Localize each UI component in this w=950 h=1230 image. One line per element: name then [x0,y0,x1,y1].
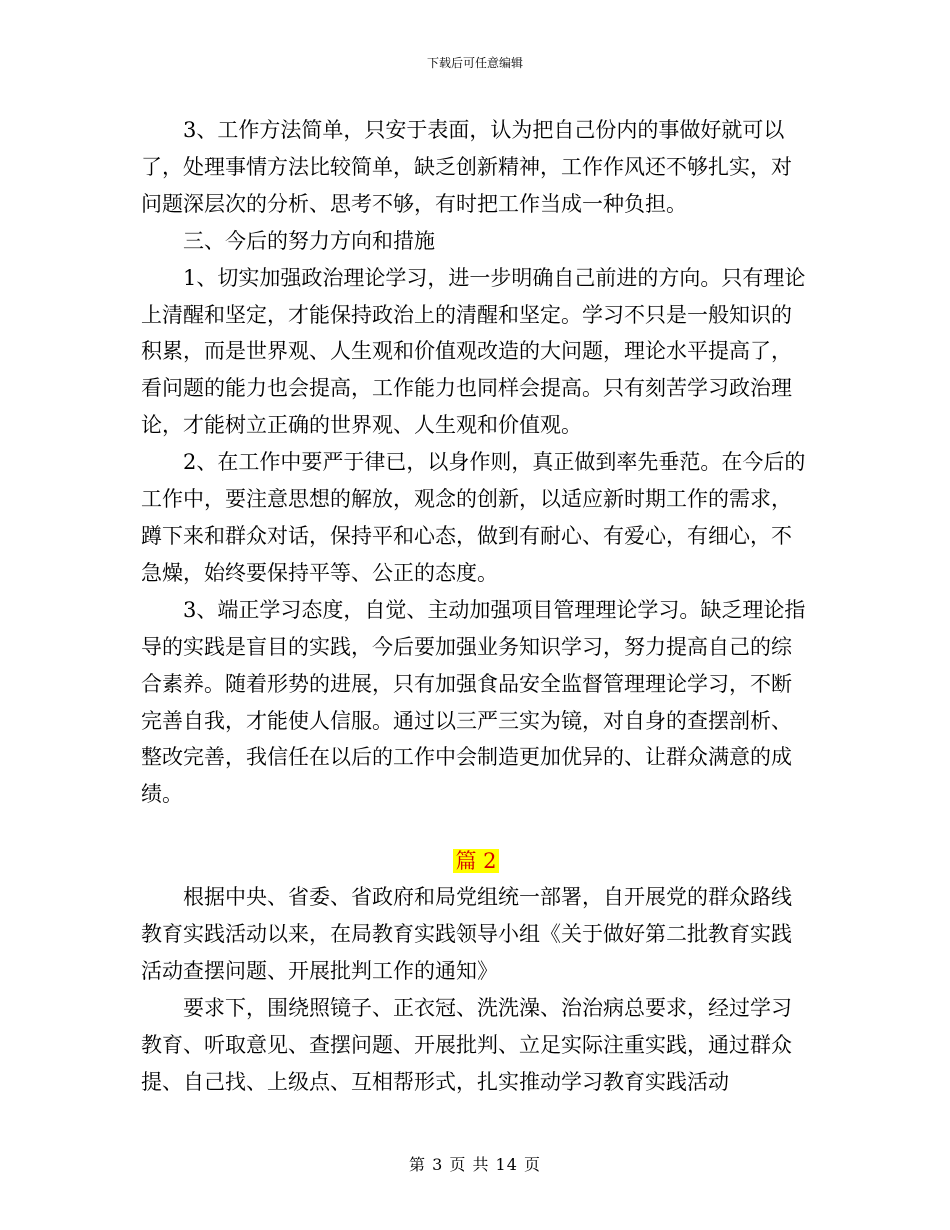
document-body [141,112,811,1101]
paragraph-background: 根据中央、省委、省政府和局党组统一部署，自开展党的群众路线教育实践活动以来，在局教育实践领导小组《关于做好第二批教育实践活动查摆问题、开展批判工作的通知》 [141,885,792,984]
page-header: 下载后可任意编辑 [426,56,523,70]
section-title [141,843,811,879]
heading-future-direction: 三、今后的努力方向和措施 [183,228,435,253]
paragraph-learning-attitude: 3、端正学习态度，自觉、主动加强项目管理理论学习。缺乏理论指导的实践是盲目的实践，今后要加强业务知识学习，努力提高自己的综合素养。随着形势的进展，只有加强食品安全监督管理理论学习，不断完善自我，才能使人信服。通过以三严三实为镜，对自身的查摆剖析、整改完善，我信任在以后的工作中会制造更加优异的、让群众满意的成绩。 [141,597,806,807]
paragraph-self-discipline: 2、在工作中要严于律已，以身作则，真正做到率先垂范。在今后的工作中，要注意思想的解放，观念的创新，以适应新时期工作的需求，蹲下来和群众对话，保持平和心态，做到有耐心、有爱心，有细心，不急燥，始终要保持平等、公正的态度。 [141,450,806,585]
page-footer: 第 3 页 共 14 页 [409,1155,541,1174]
paragraph-requirements: 要求下，围绕照镜子、正衣冠、洗洗澡、治治病总要求，经过学习教育、听取意见、查摆问题、开展批判、立足实际注重实践，通过群众提、自己找、上级点、互相帮形式，扎实推动学习教育实践活动 [141,995,792,1094]
paragraph-work-method: 3、工作方法简单，只安于表面，认为把自己份内的事做好就可以了，处理事情方法比较简单，缺乏创新精神，工作作风还不够扎实，对问题深层次的分析、思考不够，有时把工作当成一种负担。 [141,118,792,216]
section-title-text: 篇 2 [455,849,497,874]
paragraph-political-study: 1、切实加强政治理论学习，进一步明确自己前进的方向。只有理论上清醒和坚定，才能保持政治上的清醒和坚定。学习不只是一般知识的积累，而是世界观、人生观和价值观改造的大问题，理论水平提高了，看问题的能力也会提高，工作能力也同样会提高。只有刻苦学习政治理论，才能树立正确的世界观、人生观和价值观。 [141,265,806,438]
